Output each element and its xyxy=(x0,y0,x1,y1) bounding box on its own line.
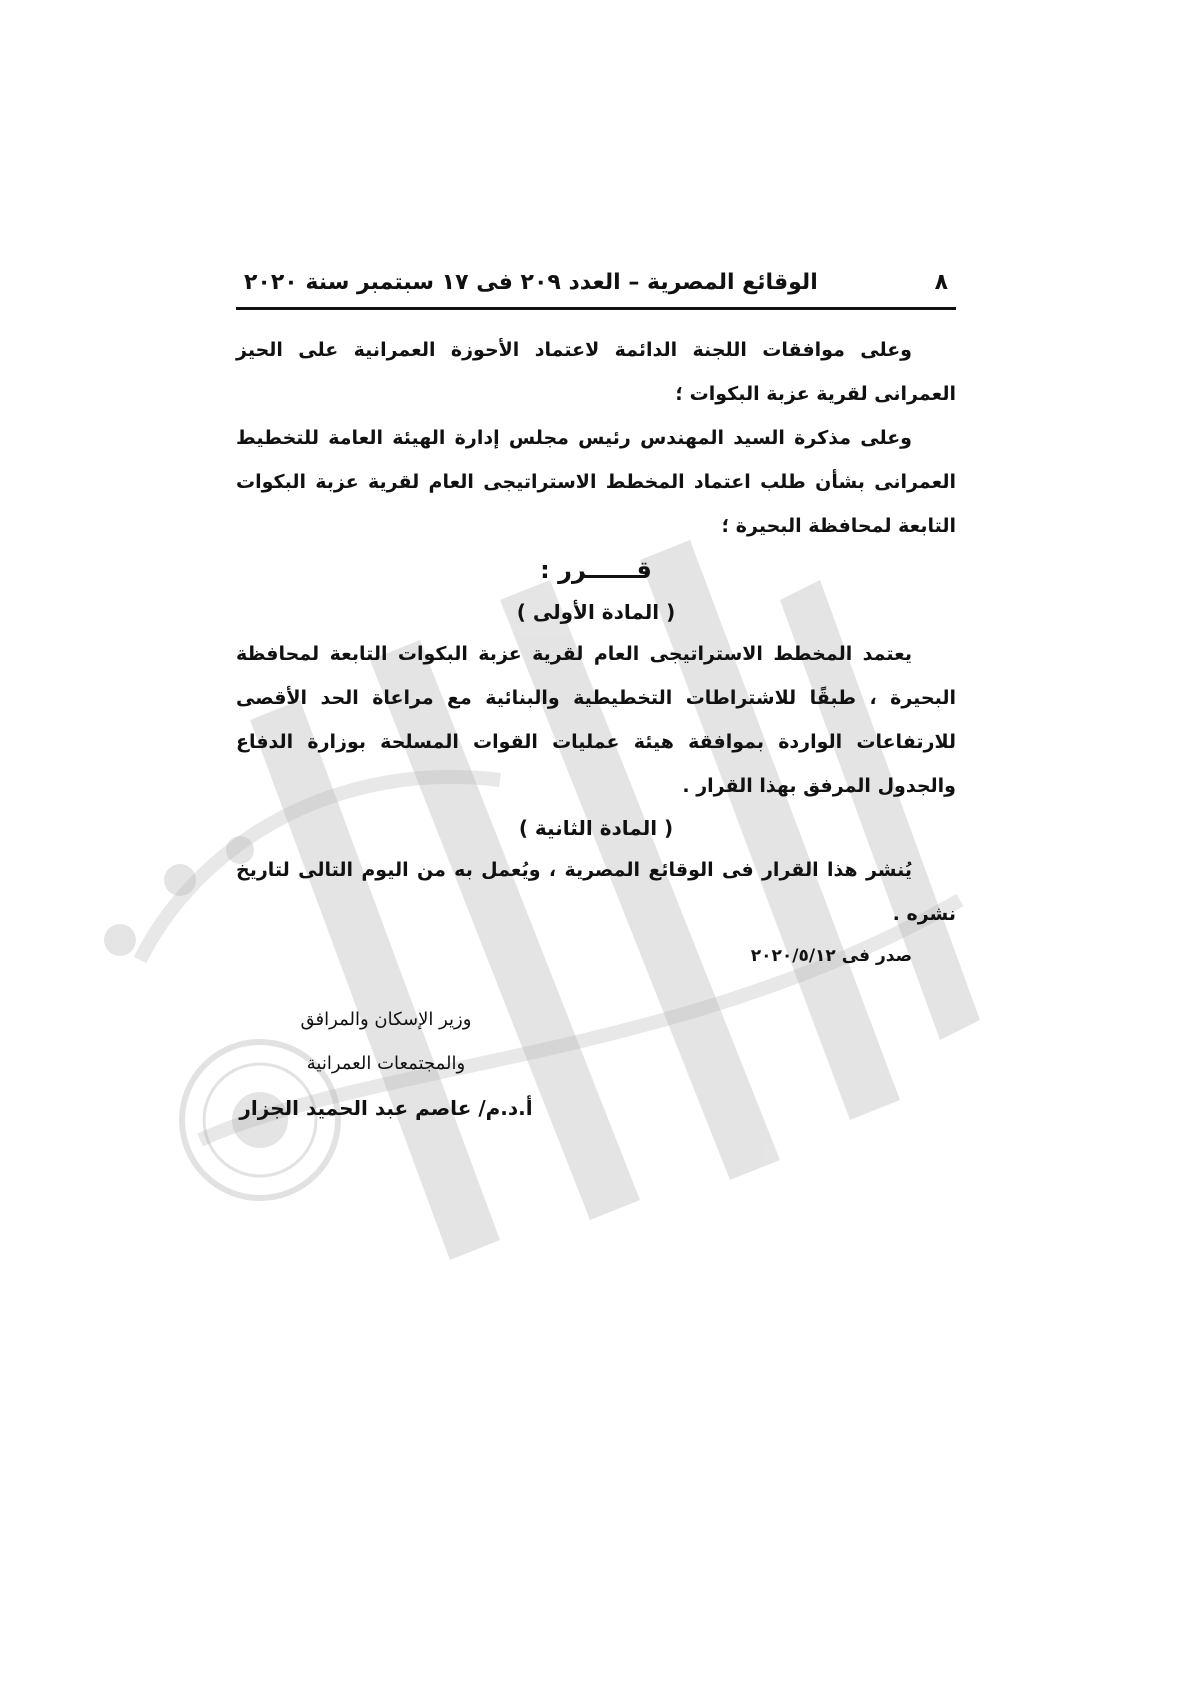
article-one-heading: ( المادة الأولى ) xyxy=(516,600,676,624)
signature-title-line2: والمجتمعات العمرانية xyxy=(306,1053,466,1074)
signature-title-line1: وزير الإسكان والمرافق xyxy=(300,1009,472,1030)
article-two-heading: ( المادة الثانية ) xyxy=(518,816,674,840)
gazette-title: الوقائع المصرية – العدد ٢٠٩ فى ١٧ سبتمبر سنة ٢٠٢٠ xyxy=(244,270,818,295)
article-one-text: يعتمد المخطط الاستراتيجى العام لقرية عزبة البكوات التابعة لمحافظة البحيرة ، طبقًا للاشتراطات التخطيطية والبنائية مع مراعاة الحد الأقصى للارتفاعات الواردة بموافقة هيئة عمليات القوات المسلحة بوزارة الدفاع والجدول المرفق بهذا القرار . xyxy=(236,643,956,797)
page-header xyxy=(236,270,956,303)
decree-heading: قــــــرر : xyxy=(540,556,652,584)
signatory-name: أ.د.م/ عاصم عبد الحميد الجزار xyxy=(239,1096,533,1120)
header-divider xyxy=(236,307,956,310)
paragraph-memo: وعلى مذكرة السيد المهندس رئيس مجلس إدارة الهيئة العامة للتخطيط العمرانى بشأن طلب اعتماد المخطط الاستراتيجى العام لقرية عزبة البكوات التابعة لمحافظة البحيرة ؛ xyxy=(236,427,956,537)
issue-date: صدر فى ٢٠٢٠/٥/١٢ xyxy=(750,946,912,966)
page-number: ٨ xyxy=(934,270,948,295)
article-two-text: يُنشر هذا القرار فى الوقائع المصرية ، ويُعمل به من اليوم التالى لتاريخ نشره . xyxy=(236,859,956,925)
paragraph-committee-approvals: وعلى موافقات اللجنة الدائمة لاعتماد الأحوزة العمرانية على الحيز العمرانى لقرية عزبة البكوات ؛ xyxy=(236,339,956,405)
gazette-page xyxy=(236,270,956,1130)
signature-block xyxy=(236,998,536,1130)
